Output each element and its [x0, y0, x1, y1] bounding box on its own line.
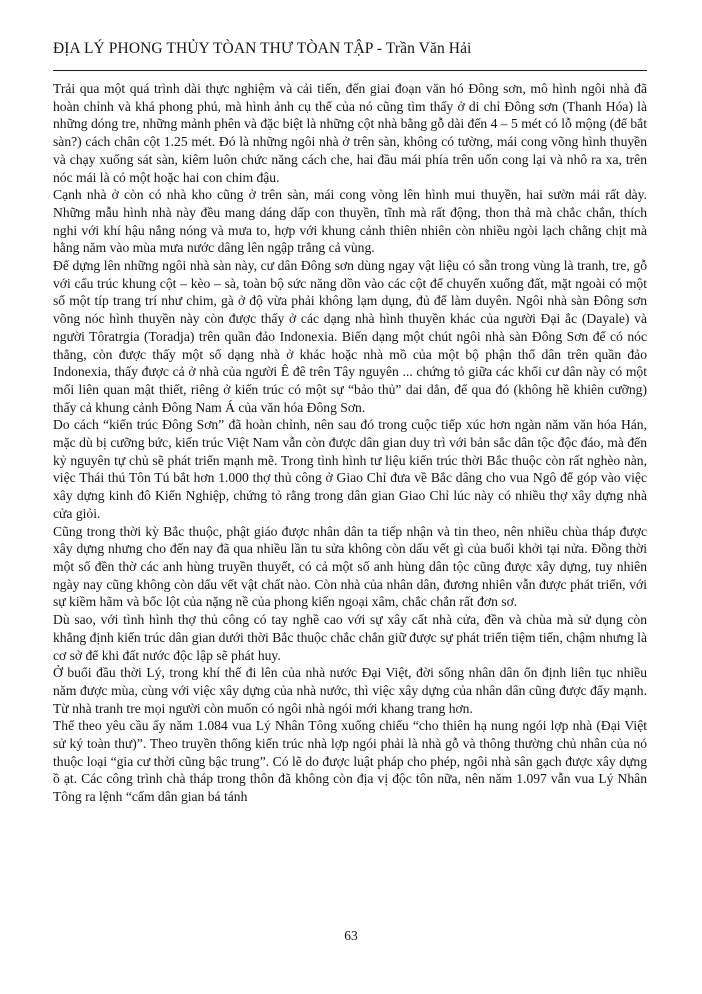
body-text — [53, 80, 647, 806]
paragraph: Cạnh nhà ở còn có nhà kho cũng ở trên sàn, mái cong vòng lên hình mui thuyền, hai sườn mái rất dày. Những mẫu hình nhà này đều mang dáng dấp con thuyền, tĩnh mà rất động, thon thả mà chắc chắn, thích nghi với khí hậu nắng nóng và mưa to, hợp với khung cảnh thiên nhiên còn nhiều ngòi lạch chằng chịt mà hằng năm vào mùa mưa nước dâng lên ngập trắng cả vùng. — [53, 187, 647, 256]
paragraph: Trải qua một quá trình dài thực nghiệm và cải tiến, đến giai đoạn văn hó Đông sơn, mô hình ngôi nhà đã hoàn chỉnh và khá phong phú, mà hình ảnh cụ thể của nó cũng tìm thấy ở di chỉ Đông sơn (Thanh Hóa) là những dóng tre, những mảnh phên và đặc biệt là những cột nhà bằng gỗ dài đến 4 – 5 mét có lỗ mộng (để bắt sàn?) cách chân cột 1.25 mét. Đó là những ngôi nhà ở trên sàn, không có tường, mái cong võng hình thuyền và chạy xuống sát sàn, kiêm luôn chức năng cách che, hai đầu mái phía trên uốn cong lại và nhô ra xa, trên nóc mái là có một hoặc hai con chim đậu. — [53, 81, 647, 185]
paragraph: Cũng trong thời kỳ Bắc thuộc, phật giáo được nhân dân ta tiếp nhận và tin theo, nên nhiều chùa tháp được xây dựng nhưng cho đến nay đã qua nhiều lần tu sửa không còn dấu vết gì của buổi khởi tại nửa. Đồng thời một số đền thờ các anh hùng truyền thuyết, có cả một số anh hùng dân tộc cũng được xây dựng, tuy nhiên ngày nay cũng không còn dấu vết vật chất nào. Còn nhà của nhân dân, đương nhiên vẫn được phát triển, với sự kiềm hãm và bốc lột của nặng nề của phong kiến ngoại xâm, chắc chắn rất đơn sơ. — [53, 523, 647, 610]
paragraph: Ở buổi đầu thời Lý, trong khí thế đi lên của nhà nước Đại Việt, đời sống nhân dân ổn định liên tục nhiều năm được mùa, cùng với việc xây dựng của nhà nước, thì việc xây dựng của nhân dân cũng được đẩy mạnh. Từ nhà tranh tre mọi người còn muốn có ngôi nhà ngói mới khang trang hơn. — [53, 665, 647, 716]
running-header-title: ĐỊA LÝ PHONG THỦY TÒAN THƯ TÒAN TẬP - Trần Văn Hải — [53, 40, 472, 57]
page-content — [53, 40, 647, 806]
paragraph: Để dựng lên những ngôi nhà sàn này, cư dân Đông sơn dùng ngay vật liệu có sẵn trong vùng là tranh, tre, gỗ với cấu trúc khung cột – kèo – sà, toàn bộ sức năng dồn vào các cột để chuyển xuống đất, mặt ngoài có một số một típ trang trí như chim, gà ở độ vừa phải không lạm dụng, đủ để làm duyên. Ngôi nhà sàn Đông sơn võng nóc hình thuyền này còn được thấy ở các dạng nhà hình thuyền khác của người Đại ắc (Dayale) và người Tôratrgia (Toradja) trên quần đảo Indonexia. Biến dạng một chút ngôi nhà sàn Đông Sơn để có nóc thẳng, còn được thấy một số dạng nhà ở khác hoặc nhà mồ của một bộ phận thổ dân trên quần đảo Indonexia, thấy được cả ở nhà của người Ê đê trên Tây nguyên ... chứng tỏ giữa các khối cư dân này có một mối liên quan mật thiết, riêng ở kiến trúc có một sự “bảo thủ” dai dẳn, để qua đó (không hề khiên cưỡng) thấy cả khung cảnh Đông Nam Á của văn hóa Đông Sơn. — [53, 258, 647, 415]
paragraph: Thể theo yêu cầu ấy năm 1.084 vua Lý Nhân Tông xuống chiếu “cho thiên hạ nung ngói lợp nhà (Đại Việt sử ký toàn thư)”. Theo truyền thống kiến trúc nhà lợp ngói phải là nhà gỗ và thông thường chủ nhân của nó thuộc loại “gia cư thời cũng bậc trung”. Có lẽ do được luật pháp cho phép, ngôi nhà sân gạch được xây dựng ồ ạt. Các công trình chà tháp trong thôn đã không còn địa vị độc tôn nữa, nên năm 1.097 vẫn vua Lý Nhân Tông ra lệnh “cấm dân gian bá tánh — [53, 718, 647, 805]
paragraph: Dù sao, với tình hình thợ thủ công có tay nghề cao với sự xây cất nhà cửa, đền và chùa mà sử dụng còn khẳng định kiến trúc dân gian dưới thời Bắc thuộc chắc chắn giữ được sự phát triển tiệm tiến, chậm nhưng là cơ sở để khi đất nước độc lập sẽ phát huy. — [53, 612, 647, 663]
page-number: 63 — [344, 928, 358, 943]
header-divider — [53, 70, 647, 71]
paragraph: Do cách “kiến trúc Đông Sơn” đã hoàn chỉnh, nên sau đó trong cuộc tiếp xúc hơn ngàn năm văn hóa Hán, mặc dù bị cưỡng bức, kiến trúc Việt Nam vẫn còn được dân gian duy trì với bản sắc dân tộc độc đáo, mà đến kỷ nguyên tự chủ sẽ phát triển mạnh mẽ. Trong tình hình tư liệu kiến trúc thời Bắc thuộc còn rất nghèo nàn, việc Thái thú Tôn Tú bắt hơn 1.000 thợ thủ công ở Giao Chỉ đưa về Bắc dâng cho vua Ngô để góp vào việc xây dựng kinh đô Kiến Nghiệp, chứng tỏ rằng trong dân gian Giao Chỉ lúc này có nhiều thợ xây dựng nhà cửa giỏi. — [53, 417, 647, 521]
